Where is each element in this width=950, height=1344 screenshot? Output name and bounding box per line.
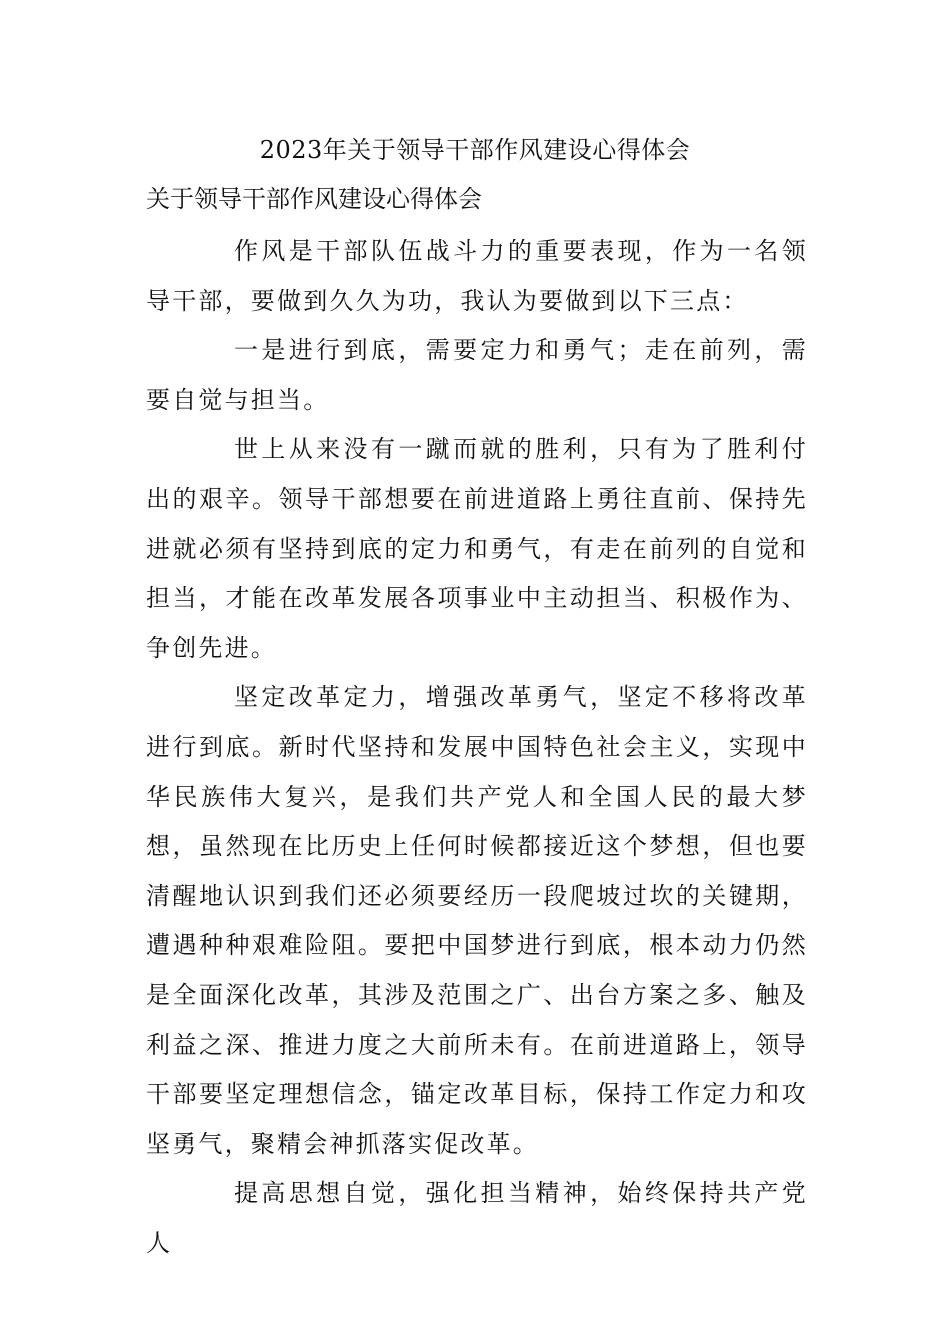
paragraph: 坚定改革定力，增强改革勇气，坚定不移将改革进行到底。新时代坚持和发展中国特色社会主义，实现中华民族伟大复兴，是我们共产党人和全国人民的最大梦想，虽然现在比历史上任何时候都接近这个梦想，但也要清醒地认识到我们还必须要经历一段爬坡过坎的关键期，遭遇种种艰难险阻。要把中国梦进行到底，根本动力仍然是全面深化改革，其涉及范围之广、出台方案之多、触及利益之深、推进力度之大前所未有。在前进道路上，领导干部要坚定理想信念，锚定改革目标，保持工作定力和攻坚勇气，聚精会神抓落实促改革。	[146, 683, 808, 1158]
paragraph: 提高思想自觉，强化担当精神，始终保持共产党人	[146, 1179, 808, 1257]
paragraph: 作风是干部队伍战斗力的重要表现，作为一名领导干部，要做到久久为功，我认为要做到以下三点：	[146, 237, 808, 315]
document-body	[146, 227, 808, 1268]
document-title: 2023年关于领导干部作风建设心得体会	[259, 136, 691, 164]
document-subtitle: 关于领导干部作风建设心得体会	[146, 185, 482, 213]
paragraph: 世上从来没有一蹴而就的胜利，只有为了胜利付出的艰辛。领导干部想要在前进道路上勇往直前、保持先进就必须有坚持到底的定力和勇气，有走在前列的自觉和担当，才能在改革发展各项事业中主动担当、积极作为、争创先进。	[146, 435, 808, 662]
paragraph: 一是进行到底，需要定力和勇气；走在前列，需要自觉与担当。	[146, 336, 808, 414]
